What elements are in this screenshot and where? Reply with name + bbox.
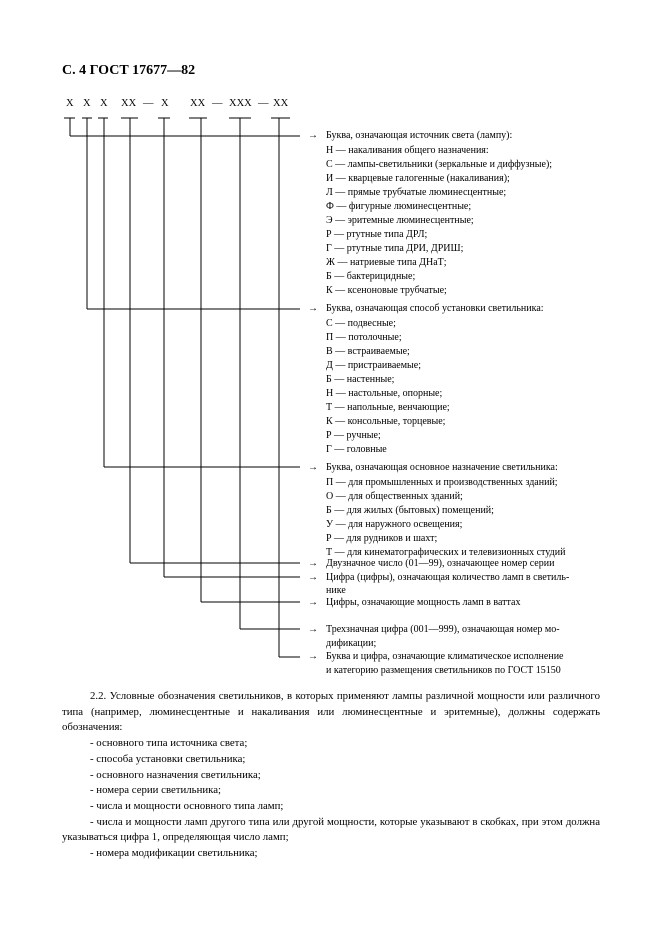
arrow-icon: → — [308, 130, 318, 141]
purpose-group-title: Буква, означающая основное назначение светильника: — [326, 462, 558, 473]
lamp-item: Л — прямые трубчатые люминесцентные; — [326, 187, 507, 198]
code-modification: ХХХ — [229, 98, 252, 109]
mount-item: Б — настенные; — [326, 374, 395, 385]
mount-item: Г — головные — [326, 444, 387, 455]
modification-description-line1: Трехзначная цифра (001—999), означающая номер мо- — [326, 624, 560, 635]
mount-group-title: Буква, означающая способ установки светильника: — [326, 303, 544, 314]
list-item: - номера серии светильника; — [90, 784, 222, 797]
lamp-item: С — лампы-светильники (зеркальные и диффузные); — [326, 159, 553, 170]
climate-description-line1: Буква и цифра, означающие климатическое исполнение — [326, 651, 564, 662]
code-dash: — — [212, 98, 223, 109]
section-2-2-intro: 2.2. Условные обозначения светильников, в которых применяют лампы различной мощности или различного типа (например, люминесцентные и накаливания или люминесцентные и эритемные), должны содержать обозначения: — [62, 690, 600, 734]
purpose-item: Б — для жилых (бытовых) помещений; — [326, 505, 494, 516]
list-item: - способа установки светильника; — [90, 752, 246, 765]
lamp-item: Р — ртутные типа ДРЛ; — [326, 229, 428, 240]
arrow-icon: → — [308, 597, 318, 608]
mount-item: Т — напольные, венчающие; — [326, 402, 450, 413]
lamp-item: И — кварцевые галогенные (накаливания); — [326, 173, 510, 184]
lamp-item: Б — бактерицидные; — [326, 271, 416, 282]
purpose-item: О — для общественных зданий; — [326, 491, 463, 502]
connector-power — [201, 118, 300, 602]
count-description-line2: нике — [326, 585, 346, 596]
code-series: ХХ — [121, 98, 137, 109]
code-climate: ХХ — [273, 98, 289, 109]
page-header: С. 4 ГОСТ 17677—82 — [62, 63, 196, 78]
connector-count — [164, 118, 300, 577]
arrow-icon: → — [308, 462, 318, 473]
series-description: Двузначное число (01—99), означающее номер серии — [326, 558, 555, 569]
code-power: ХХ — [190, 98, 206, 109]
code-char-purpose: Х — [100, 98, 108, 109]
arrow-icon: → — [308, 624, 318, 635]
mount-item: Р — ручные; — [326, 430, 381, 441]
code-dash: — — [258, 98, 269, 109]
count-description-line1: Цифра (цифры), означающая количество ламп в светиль- — [326, 572, 570, 583]
mount-item: Н — настольные, опорные; — [326, 388, 443, 399]
list-item: - номера модификации светильника; — [90, 847, 258, 860]
arrow-icon: → — [308, 303, 318, 314]
mount-item: Д — пристраиваемые; — [326, 360, 421, 371]
climate-description-line2: и категорию размещения светильников по ГОСТ 15150 — [326, 665, 561, 676]
lamp-item: Ж — натриевые типа ДНаТ; — [326, 257, 447, 268]
list-item: - числа и мощности ламп другого типа или другой мощности, которые указывают в скобках, при этом должна указываться цифра 1, определяющая число ламп; — [62, 815, 600, 844]
lamp-item: Н — накаливания общего назначения: — [326, 145, 489, 156]
lamp-item: Г — ртутные типа ДРИ, ДРИШ; — [326, 243, 464, 254]
purpose-item: П — для промышленных и производственных зданий; — [326, 477, 558, 488]
modification-description-line2: дификации; — [326, 638, 377, 649]
mount-item: К — консольные, торцевые; — [326, 416, 446, 427]
code-dash: — — [143, 98, 154, 109]
code-char-mount: Х — [83, 98, 91, 109]
mount-item: П — потолочные; — [326, 332, 402, 343]
power-description: Цифры, означающие мощность ламп в ваттах — [326, 597, 521, 608]
section-2-2 — [62, 689, 600, 862]
code-char-count: Х — [161, 98, 169, 109]
lamp-item: К — ксеноновые трубчатые; — [326, 285, 447, 296]
mount-item: В — встраиваемые; — [326, 346, 410, 357]
connector-purpose — [104, 118, 300, 467]
purpose-item: Т — для кинематографических и телевизионных студий — [326, 547, 566, 558]
purpose-item: У — для наружного освещения; — [326, 519, 463, 530]
list-item: - числа и мощности основного типа ламп; — [90, 799, 284, 812]
connector-series — [130, 118, 300, 563]
mount-item: С — подвесные; — [326, 318, 396, 329]
arrow-icon: → — [308, 651, 318, 662]
connector-climate — [279, 118, 300, 657]
code-char-lamp: Х — [66, 98, 74, 109]
list-item: - основного типа источника света; — [90, 737, 248, 750]
connector-mount — [87, 118, 300, 309]
arrow-icon: → — [308, 572, 318, 583]
list-item: - основного назначения светильника; — [90, 768, 261, 781]
purpose-item: Р — для рудников и шахт; — [326, 533, 438, 544]
arrow-icon: → — [308, 558, 318, 569]
lamp-item: Ф — фигурные люминесцентные; — [326, 201, 472, 212]
connector-modification — [240, 118, 300, 629]
lamp-item: Э — эритемные люминесцентные; — [326, 215, 474, 226]
lamp-group-title: Буква, означающая источник света (лампу): — [326, 130, 513, 141]
